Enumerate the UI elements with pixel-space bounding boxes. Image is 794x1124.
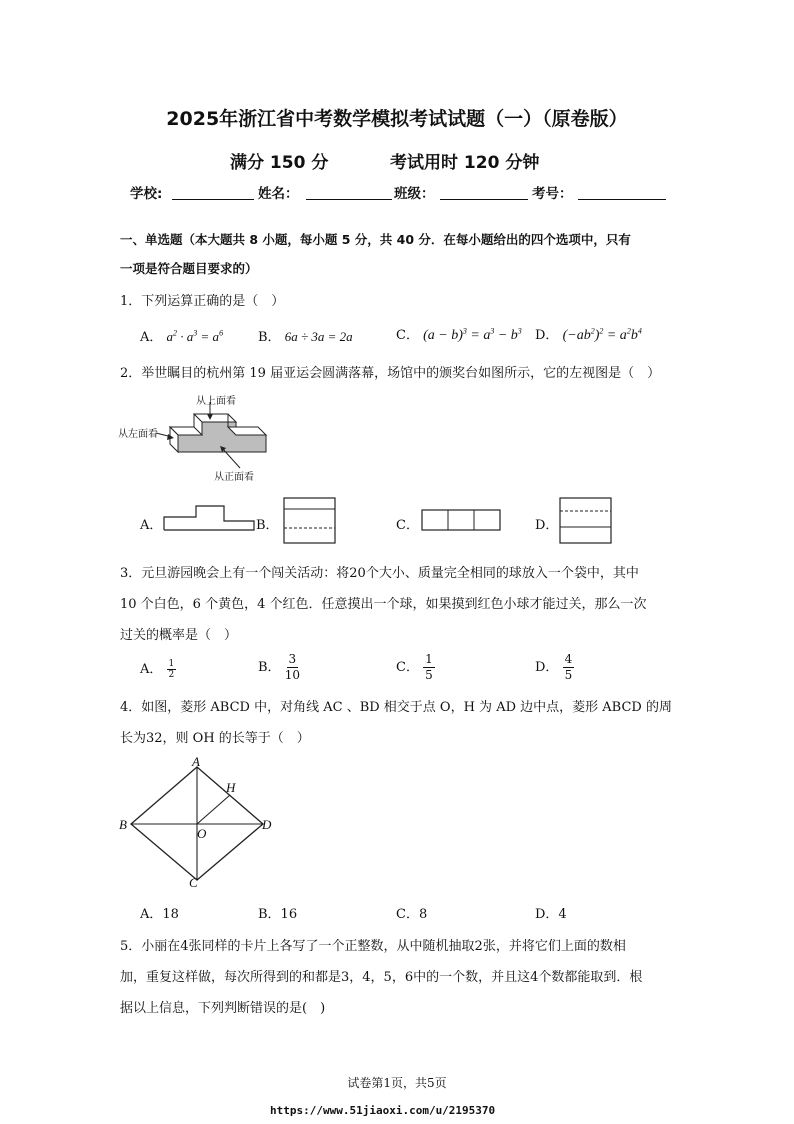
q2-option-d-label: D． <box>535 518 559 533</box>
exam-time: 考试用时 120 分钟 <box>390 153 540 173</box>
q3-line2: 10 个白色，6 个黄色，4 个红色．任意摸出一个球，如果摸到红色小球才能过关，那么一次 <box>120 597 647 612</box>
label-top-view: 从上面看 <box>196 396 236 407</box>
fraction <box>285 652 300 683</box>
option-label: C． <box>396 660 419 675</box>
section-heading-line1: 一、单选题（本大题共 8 小题，每小题 5 分，共 40 分．在每小题给出的四个选项中，只有 <box>120 232 631 247</box>
denominator: 10 <box>284 668 300 682</box>
q5-line3: 据以上信息，下列判断错误的是( ) <box>120 1001 326 1016</box>
q3-option-b <box>258 652 300 683</box>
numerator: 4 <box>564 652 573 666</box>
section-heading-line2: 一项是符合题目要求的） <box>120 261 258 276</box>
q2-option-a-figure <box>162 503 258 533</box>
option-label: B． <box>258 660 281 675</box>
q2-option-b-figure <box>283 497 337 545</box>
number-blank <box>578 199 666 200</box>
q4-option-b: B．16 <box>258 907 298 922</box>
page-title: 2025年浙江省中考数学模拟考试试题（一）（原卷版） <box>166 108 628 130</box>
q1-option-c: C． $(a - b)^3 = a^3 - b^3$ <box>396 326 522 343</box>
q4-line2: 长为32，则 OH 的长等于（ ） <box>120 731 310 746</box>
q1-option-a: A． $a^2 \cdot a^3 = a^6$ <box>140 328 224 345</box>
numerator: 3 <box>288 652 297 666</box>
option-label: A． <box>140 330 163 345</box>
q3-option-a <box>140 658 176 680</box>
q1-stem: 1．下列运算正确的是（ ） <box>120 294 285 309</box>
full-score: 满分 150 分 <box>230 153 329 173</box>
watermark-url: https://www.51jiaoxi.com/u/2195370 <box>270 1104 496 1117</box>
denominator: 5 <box>425 668 433 682</box>
point-c-label: C <box>189 875 198 890</box>
rhombus-figure <box>115 752 285 892</box>
option-label: D． <box>535 328 559 343</box>
school-label: 学校: <box>130 186 163 202</box>
q4-option-c: C．8 <box>396 907 428 922</box>
q1-option-d: D． $(-ab^2)^2 = a^2b^4$ <box>535 326 642 343</box>
class-label: 班级： <box>394 186 435 202</box>
point-o-label: O <box>197 826 207 841</box>
q3-option-d <box>535 652 574 683</box>
label-left-view: 从左面看 <box>118 429 158 440</box>
class-blank <box>440 199 528 200</box>
option-label: D． <box>535 660 559 675</box>
option-label: C． <box>396 328 419 343</box>
q2-option-c-label: C． <box>396 518 419 533</box>
q4-option-a: A．18 <box>140 907 179 922</box>
q1-option-b: B． 6a ÷ 3a = 2a <box>258 329 353 345</box>
numerator: 1 <box>168 659 175 669</box>
name-blank <box>306 199 392 200</box>
q5-line1: 5．小丽在4张同样的卡片上各写了一个正整数，从中随机抽取2张，并将它们上面的数相 <box>120 939 626 954</box>
q3-line1: 3．元旦游园晚会上有一个闯关活动：将20个大小、质量完全相同的球放入一个袋中，其中 <box>120 566 639 581</box>
point-h-label: H <box>226 780 236 795</box>
option-label: B． <box>258 330 281 345</box>
label-front-view: 从正面看 <box>214 472 254 483</box>
q2-option-c-figure <box>421 509 503 533</box>
q2-stem: 2．举世瞩目的杭州第 19 届亚运会圆满落幕，场馆中的颁奖台如图所示，它的左视图是（ ） <box>120 366 661 381</box>
q4-line1: 4．如图，菱形 ABCD 中，对角线 AC 、BD 相交于点 O，H 为 AD 边中点，菱形 ABCD 的周 <box>120 700 672 715</box>
fraction <box>167 659 177 680</box>
number-label: 考号： <box>532 186 573 202</box>
fraction <box>423 652 435 683</box>
q3-line3: 过关的概率是（ ） <box>120 628 238 643</box>
name-label: 姓名： <box>258 186 299 202</box>
q2-option-d-figure <box>559 497 613 545</box>
point-a-label: A <box>192 754 200 769</box>
denominator: 2 <box>168 670 175 680</box>
q2-option-a-label: A． <box>140 518 163 533</box>
fraction <box>563 652 575 683</box>
school-blank <box>172 199 254 200</box>
point-d-label: D <box>262 817 272 832</box>
q5-line2: 加，重复这样做，每次所得到的和都是3，4，5，6中的一个数，并且这4个数都能取到．根 <box>120 970 643 985</box>
q4-option-d: D．4 <box>535 907 567 922</box>
numerator: 1 <box>425 652 433 666</box>
option-label: A． <box>140 662 163 677</box>
page-footer: 试卷第1页，共5页 <box>347 1076 447 1090</box>
denominator: 5 <box>564 668 573 682</box>
point-b-label: B <box>119 817 127 832</box>
q3-option-c <box>396 652 435 683</box>
q2-option-b-label: B． <box>256 518 279 533</box>
